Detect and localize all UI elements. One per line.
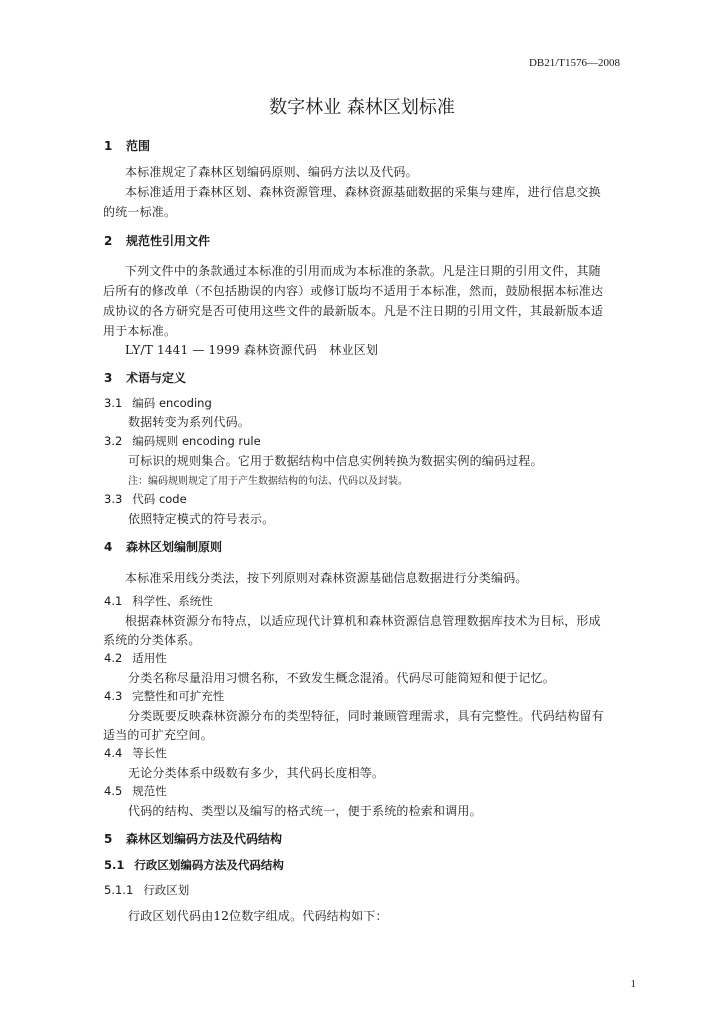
clause-number: 5.1.1 (104, 883, 134, 897)
clause-number: 4.1 (104, 594, 123, 608)
term-number: 3.1 (104, 396, 123, 410)
reference-item: LY/T 1441 — 1999 森林资源代码 林业区划 (125, 343, 379, 357)
paragraph: 根据森林资源分布特点，以适应现代计算机和森林资源信息管理数据库技术为目标，形成 (125, 614, 601, 628)
term-3-3-heading (104, 491, 187, 507)
clause-title: 行政区划编码方法及代码结构 (134, 858, 284, 872)
section-title: 森林区划编码方法及代码结构 (126, 832, 283, 846)
clause-5-1-heading (104, 857, 284, 873)
clause-title: 规范性 (132, 784, 167, 798)
section-2-heading (104, 232, 210, 249)
section-number: 1 (104, 139, 113, 153)
term-title: 代码 code (132, 492, 187, 506)
clause-title: 科学性、系统性 (132, 594, 213, 608)
term-definition: 依照特定模式的符号表示。 (128, 512, 275, 526)
section-4-heading (104, 538, 222, 555)
paragraph: 分类既要反映森林资源分布的类型特征，同时兼顾管理需求，具有完整性。代码结构留有 (128, 709, 604, 723)
paragraph: 的统一标准。 (103, 205, 177, 219)
section-title: 规范性引用文件 (126, 234, 211, 248)
clause-title: 适用性 (132, 651, 167, 665)
term-title: 编码规则 encoding rule (132, 434, 261, 448)
page-number: 1 (630, 978, 636, 990)
term-number: 3.3 (104, 492, 123, 506)
section-number: 5 (104, 832, 113, 846)
clause-4-1-heading (104, 593, 213, 609)
paragraph: 用于本标准。 (103, 324, 177, 338)
clause-number: 4.3 (104, 689, 123, 703)
section-title: 森林区划编制原则 (126, 540, 223, 554)
clause-4-4-heading (104, 745, 167, 761)
term-number: 3.2 (104, 434, 123, 448)
section-number: 2 (104, 234, 113, 248)
clause-title: 行政区划 (143, 883, 190, 897)
paragraph: 后所有的修改单（不包括勘误的内容）或修订版均不适用于本标准，然而，鼓励根据本标准达 (103, 284, 604, 298)
section-1-heading (104, 137, 150, 154)
paragraph: 系统的分类体系。 (103, 633, 201, 647)
section-5-heading (104, 830, 282, 847)
clause-5-1-1-heading (104, 882, 189, 898)
term-definition: 可标识的规则集合。它用于数据结构中信息实例转换为数据实例的编码过程。 (128, 454, 543, 468)
clause-4-3-heading (104, 688, 224, 704)
section-number: 3 (104, 371, 113, 385)
paragraph: 成协议的各方研究是否可使用这些文件的最新版本。凡是不注日期的引用文件，其最新版本适 (103, 304, 604, 318)
paragraph: 无论分类体系中级数有多少，其代码长度相等。 (128, 766, 385, 780)
term-definition: 数据转变为系列代码。 (128, 415, 251, 429)
term-title: 编码 encoding (132, 396, 212, 410)
paragraph: 下列文件中的条款通过本标准的引用而成为本标准的条款。凡是注日期的引用文件，其随 (125, 264, 601, 278)
section-title: 术语与定义 (126, 371, 187, 385)
clause-4-2-heading (104, 650, 167, 666)
clause-number: 4.5 (104, 784, 123, 798)
clause-number: 5.1 (104, 858, 125, 872)
paragraph: 代码的结构、类型以及编写的格式统一，便于系统的检索和调用。 (128, 804, 482, 818)
clause-title: 等长性 (132, 746, 167, 760)
term-note: 注：编码规则规定了用于产生数据结构的句法、代码以及封装。 (128, 476, 408, 487)
section-title: 范围 (126, 139, 151, 153)
section-3-heading (104, 369, 186, 386)
document-title: 数字林业 森林区划标准 (269, 97, 455, 118)
paragraph: 适当的可扩充空间。 (103, 728, 213, 742)
paragraph: 分类名称尽量沿用习惯名称，不致发生概念混淆。代码尽可能简短和便于记忆。 (128, 671, 556, 685)
clause-number: 4.4 (104, 746, 123, 760)
clause-4-5-heading (104, 783, 167, 799)
clause-title: 完整性和可扩充性 (132, 689, 225, 703)
paragraph: 本标准采用线分类法，按下列原则对森林资源基础信息数据进行分类编码。 (125, 571, 528, 585)
term-3-2-heading (104, 433, 261, 449)
term-3-1-heading (104, 395, 212, 411)
paragraph: 本标准适用于森林区划、森林资源管理、森林资源基础数据的采集与建库，进行信息交换 (125, 185, 601, 199)
section-number: 4 (104, 540, 113, 554)
paragraph: 行政区划代码由12位数字组成。代码结构如下： (128, 909, 388, 923)
clause-number: 4.2 (104, 651, 123, 665)
paragraph: 本标准规定了森林区划编码原则、编码方法以及代码。 (125, 165, 418, 179)
standard-code: DB21/T1576—2008 (528, 57, 620, 69)
